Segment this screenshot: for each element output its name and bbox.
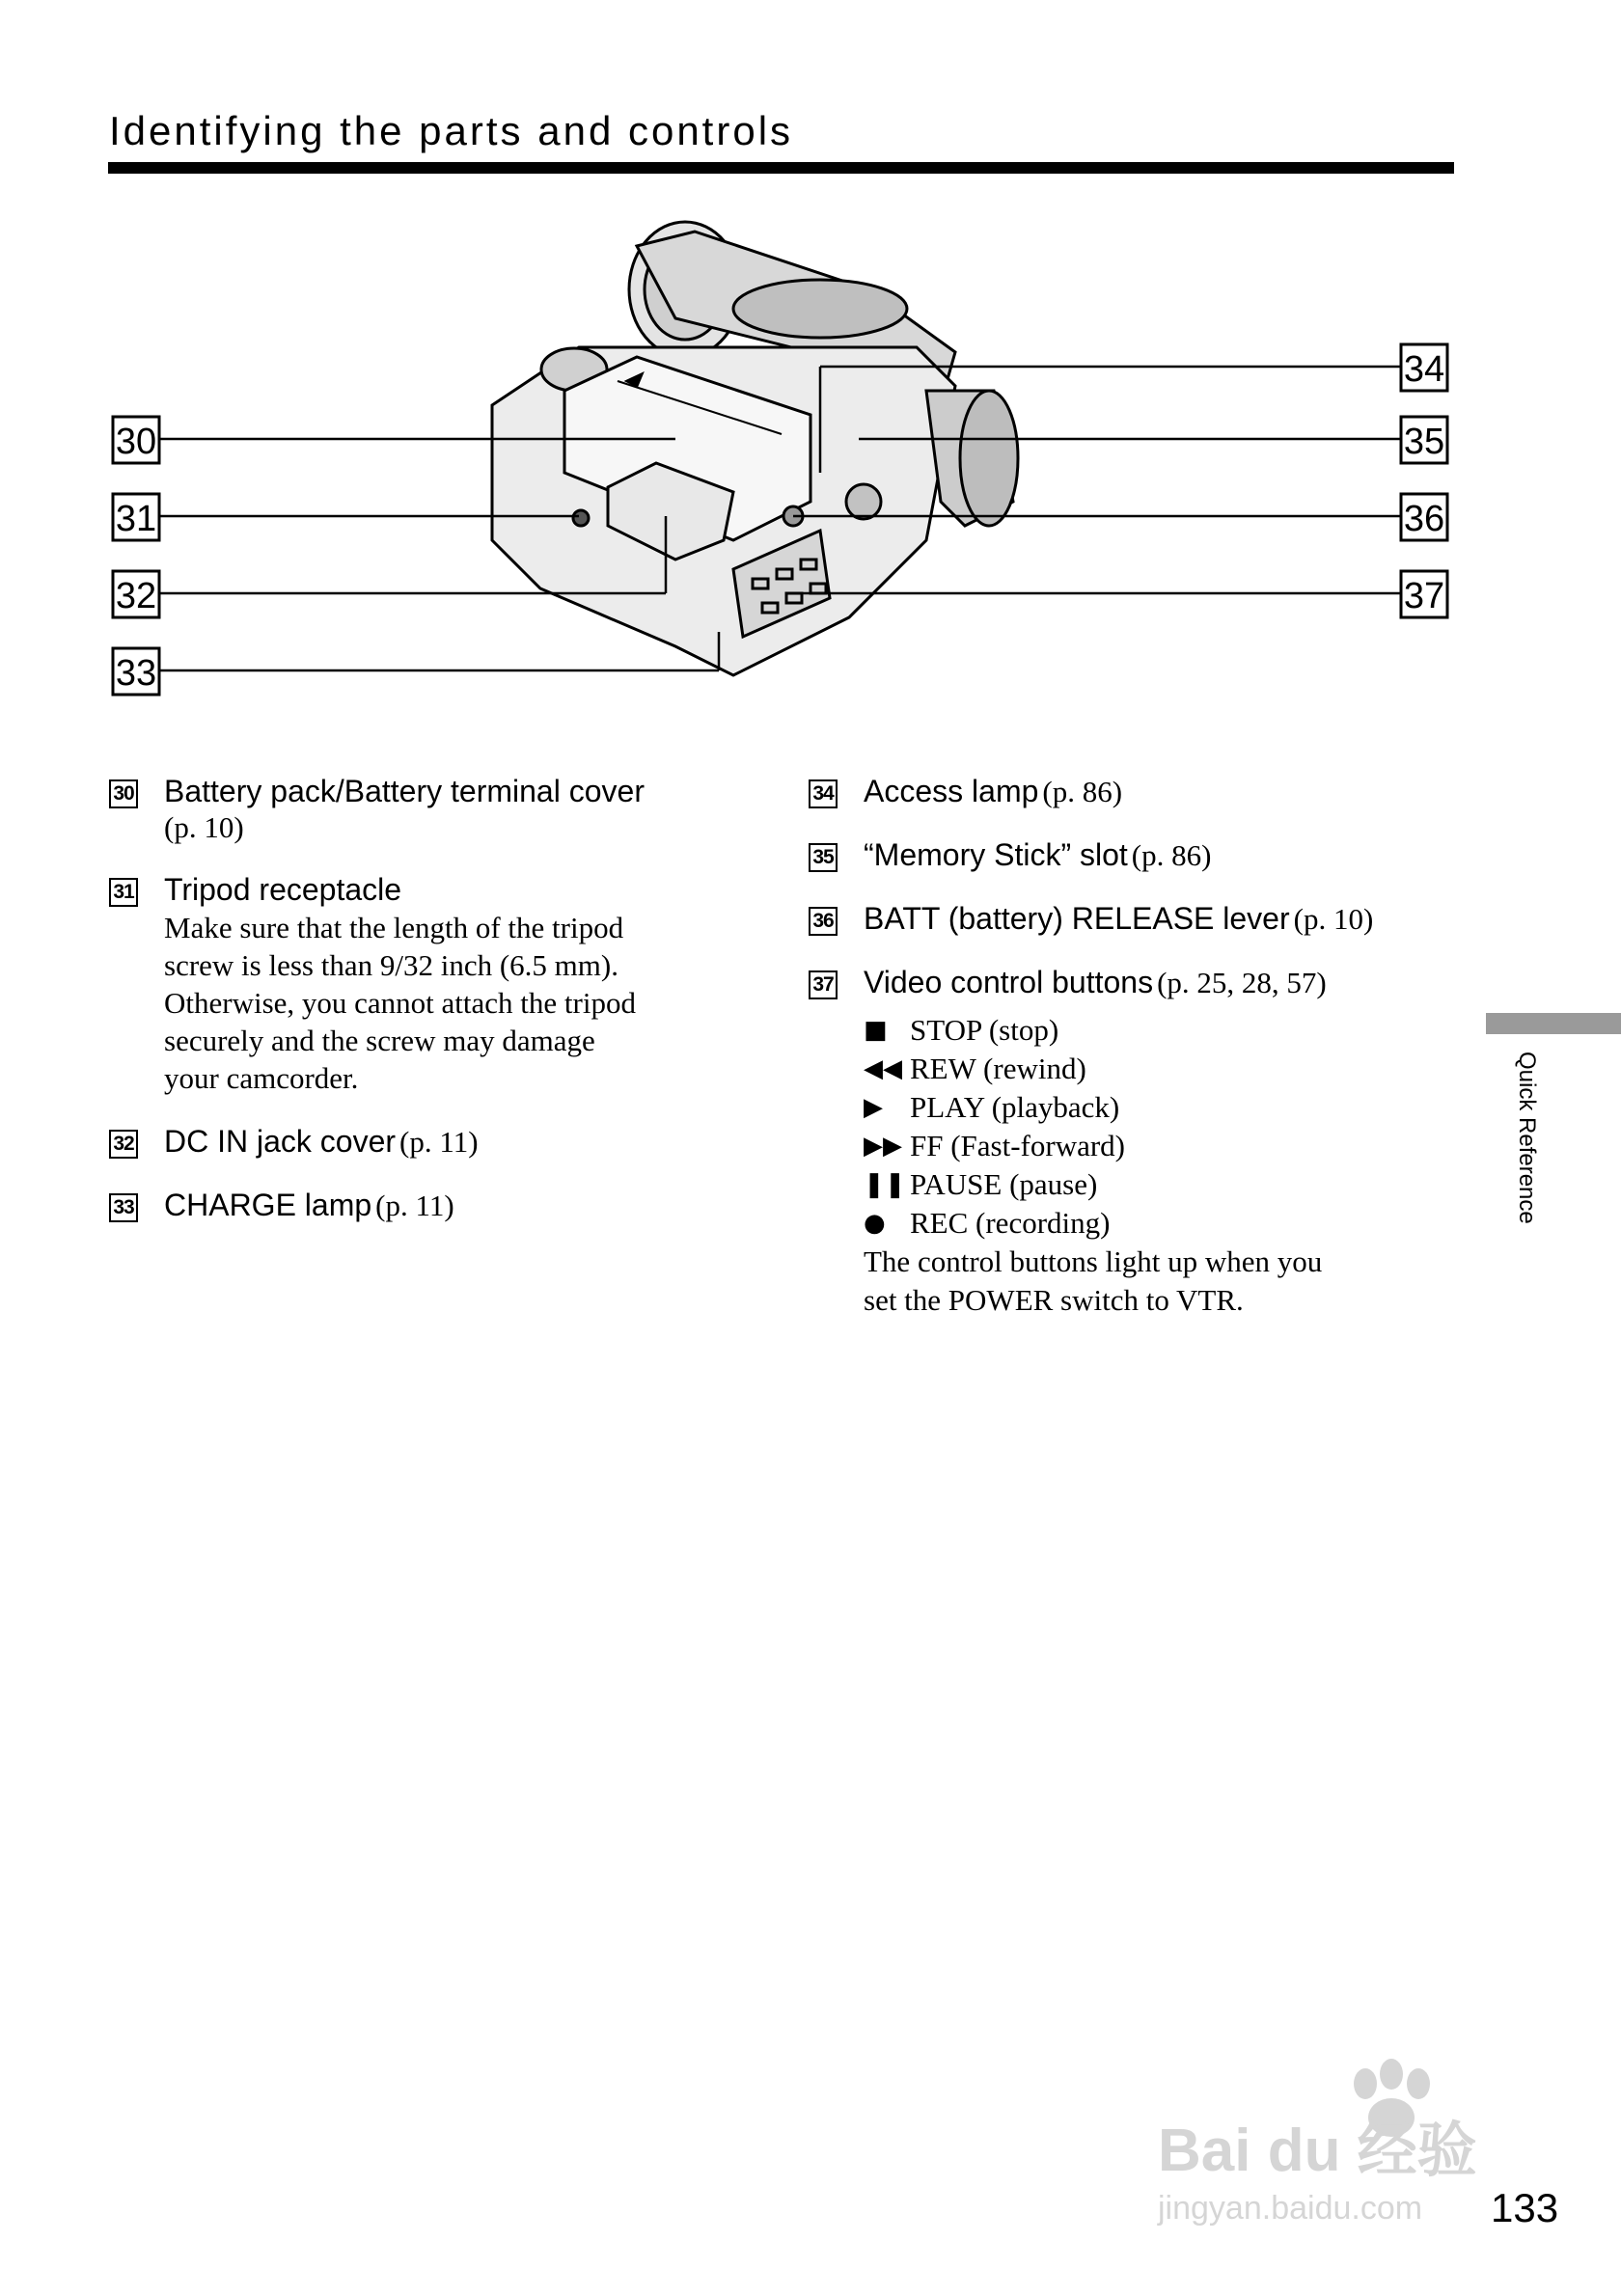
callout-30: 30	[115, 422, 157, 462]
stop-icon: ■	[864, 1016, 888, 1045]
vc-label: REC (recording)	[910, 1206, 1111, 1240]
vc-label: PAUSE (pause)	[910, 1167, 1098, 1201]
vc-play	[864, 1088, 1445, 1127]
item-36	[809, 899, 1445, 938]
vc-label: STOP (stop)	[910, 1013, 1059, 1047]
vc-ff	[864, 1127, 1445, 1165]
item-31	[109, 870, 765, 1097]
item-title: Battery pack/Battery terminal cover	[164, 774, 645, 808]
item-title: DC IN jack cover	[164, 1124, 397, 1159]
item-30	[109, 772, 765, 845]
watermark-url: jingyan.baidu.com	[1158, 2190, 1423, 2227]
callout-32: 32	[115, 576, 157, 616]
section-label: Quick Reference	[1514, 1052, 1540, 1224]
item-number: 35	[809, 843, 838, 872]
play-icon: ▶	[864, 1093, 883, 1122]
item-33	[109, 1186, 765, 1224]
record-icon: ●	[864, 1209, 886, 1238]
item-32	[109, 1122, 765, 1161]
page-ref: (p. 86)	[1131, 838, 1212, 872]
item-number: 34	[809, 779, 838, 808]
item-title: Video control buttons	[864, 965, 1154, 999]
left-column	[109, 772, 765, 1249]
right-column	[809, 772, 1445, 1345]
item-description	[164, 909, 765, 1097]
camcorder-illustration	[0, 193, 1621, 733]
item-number: 36	[809, 907, 838, 936]
callout-37: 37	[1403, 576, 1445, 616]
page-ref: (p. 11)	[399, 1125, 479, 1159]
pause-icon: ❚❚	[864, 1170, 906, 1199]
heading-rule	[108, 162, 1454, 174]
vc-stop	[864, 1011, 1445, 1050]
desc-line: Make sure that the length of the tripod	[164, 911, 624, 944]
baidu-watermark	[1139, 2045, 1544, 2228]
callout-34: 34	[1403, 349, 1445, 390]
video-control-list	[864, 1011, 1445, 1320]
item-number: 32	[109, 1130, 138, 1159]
item-number: 30	[109, 779, 138, 808]
callout-31: 31	[115, 499, 157, 539]
item-title: Access lamp	[864, 774, 1039, 808]
vc-rew	[864, 1050, 1445, 1088]
vc-rec	[864, 1204, 1445, 1243]
vc-note-line: The control buttons light up when you	[864, 1244, 1323, 1278]
page-heading: Identifying the parts and controls	[109, 108, 794, 153]
item-35	[809, 835, 1445, 874]
rewind-icon: ◀◀	[864, 1054, 902, 1083]
desc-line: screw is less than 9/32 inch (6.5 mm).	[164, 948, 618, 982]
callout-35: 35	[1403, 422, 1445, 462]
vc-note-line: set the POWER switch to VTR.	[864, 1283, 1244, 1317]
page-ref: (p. 25, 28, 57)	[1157, 966, 1327, 999]
left-callouts	[113, 417, 159, 695]
vc-label: FF (Fast-forward)	[910, 1129, 1125, 1162]
desc-line: your camcorder.	[164, 1061, 359, 1095]
item-title: “Memory Stick” slot	[864, 837, 1128, 872]
page-ref: (p. 10)	[1293, 902, 1374, 936]
vc-pause	[864, 1165, 1445, 1204]
item-34	[809, 772, 1445, 810]
right-callouts	[1401, 344, 1447, 617]
page-ref: (p. 10)	[164, 810, 244, 844]
item-title: Tripod receptacle	[164, 872, 402, 907]
item-number: 37	[809, 970, 838, 999]
item-title: BATT (battery) RELEASE lever	[864, 901, 1290, 936]
item-title: CHARGE lamp	[164, 1188, 372, 1222]
camcorder-drawing	[492, 222, 1018, 675]
section-tab	[1486, 1013, 1621, 1034]
fast-forward-icon: ▶▶	[864, 1132, 902, 1161]
item-number: 31	[109, 878, 138, 907]
vc-label: REW (rewind)	[910, 1052, 1086, 1085]
desc-line: Otherwise, you cannot attach the tripod	[164, 986, 636, 1020]
item-number: 33	[109, 1193, 138, 1222]
watermark-brand: Bai du 经验	[1158, 2118, 1477, 2184]
page-number: 133	[1491, 2185, 1559, 2230]
desc-line: securely and the screw may damage	[164, 1024, 595, 1057]
item-37	[809, 963, 1445, 1320]
page-ref: (p. 86)	[1042, 775, 1123, 808]
callout-33: 33	[115, 653, 157, 694]
callout-36: 36	[1403, 499, 1445, 539]
vc-label: PLAY (playback)	[910, 1090, 1120, 1124]
page-ref: (p. 11)	[375, 1189, 454, 1222]
